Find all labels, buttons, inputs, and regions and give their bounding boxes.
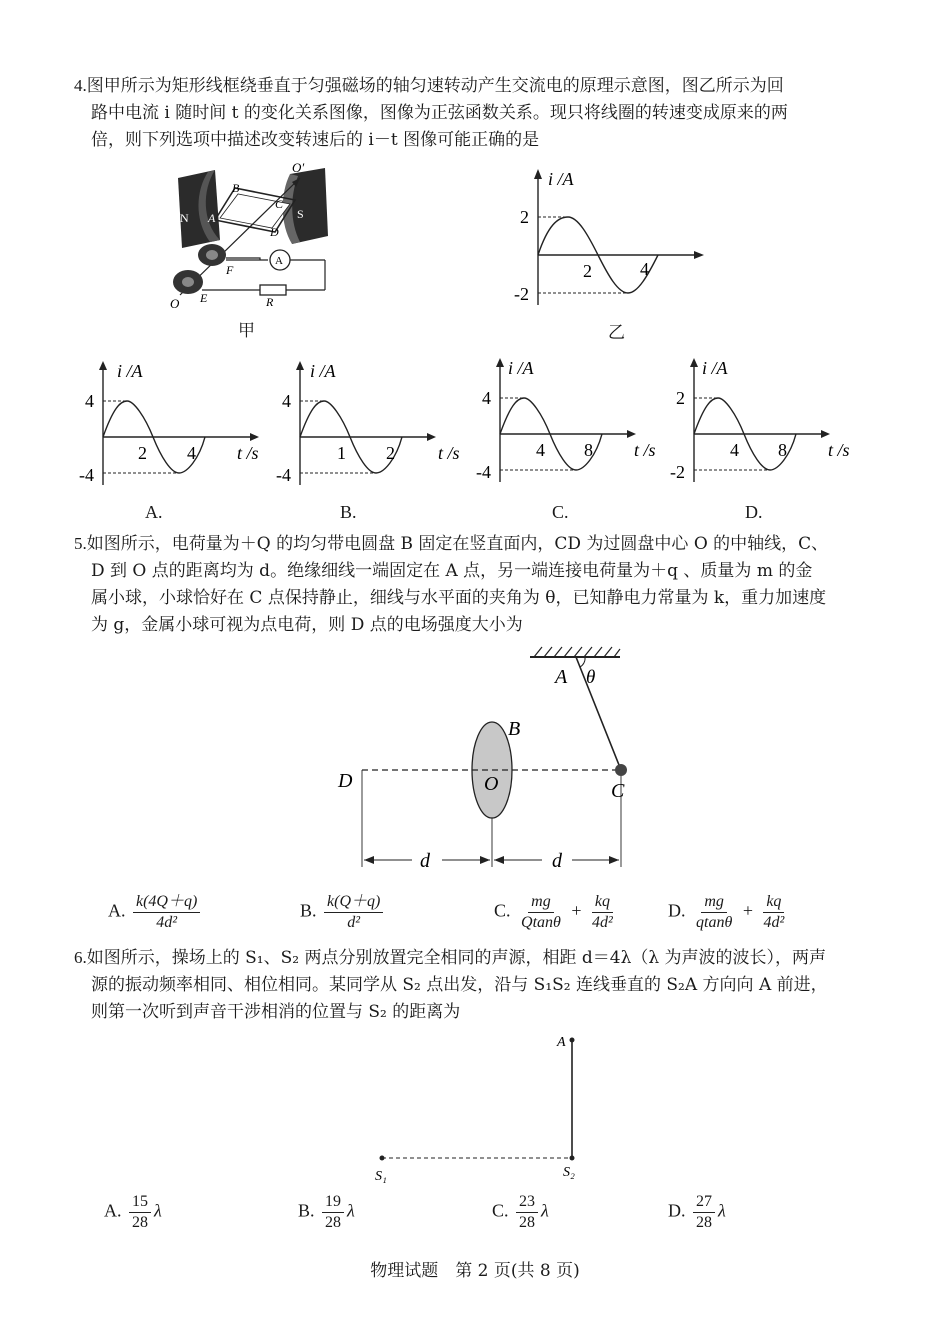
q4-option-d-graph xyxy=(666,352,866,487)
q6-figure xyxy=(370,1030,590,1185)
svg-text:D: D xyxy=(270,225,279,239)
q6-line-2: 源的振动频率相同、相位相同。某同学从 S₂ 点出发，沿与 S₁S₂ 连线垂直的 S₂A 方向向 A 前进， xyxy=(91,975,828,995)
q4-line-1: 4.图甲所示为矩形线框绕垂直于匀强磁场的轴匀速转动产生交流电的原理示意图，图乙所示为回 xyxy=(74,76,784,96)
svg-text:d: d xyxy=(420,850,430,872)
q5-option-b[interactable]: B. $\frac{k(Q+q)}{\text{d²}}$ xyxy=(300,892,386,933)
q4-option-b-graph xyxy=(272,355,472,490)
q6-line-1: 6.如图所示，操场上的 S₁、S₂ 两点分别放置完全相同的声源，相距 d＝4λ（λ 为声波的波长），两声 xyxy=(74,948,827,968)
svg-text:8: 8 xyxy=(584,440,593,460)
svg-text:-4: -4 xyxy=(79,465,94,485)
svg-text:-4: -4 xyxy=(476,462,491,482)
svg-text:S: S xyxy=(297,207,304,221)
svg-text:A: A xyxy=(275,255,283,267)
q5-figure xyxy=(330,645,640,875)
svg-text:i /A: i /A xyxy=(702,358,728,378)
svg-text:4: 4 xyxy=(85,391,94,411)
svg-text:B: B xyxy=(232,181,240,195)
q5-option-a-fraction: $\frac{k(4Q+q)}{\text{4d²}}$ xyxy=(133,892,200,933)
q5-option-c[interactable]: C. $\frac{mg}{Qtan\theta}$ + $\frac{kq}{\text{4d²}}$ xyxy=(494,893,613,931)
svg-text:8: 8 xyxy=(778,440,787,460)
svg-text:C: C xyxy=(611,780,625,802)
svg-text:1: 1 xyxy=(337,443,346,463)
svg-text:B: B xyxy=(508,718,521,740)
q4-option-a-graph xyxy=(75,355,265,490)
q6-line-3: 则第一次听到声音干涉相消的位置与 S₂ 的距离为 xyxy=(91,1002,461,1022)
svg-text:i /A: i /A xyxy=(117,361,143,381)
q6-option-d[interactable]: D. $\frac{27}{28}$ λ xyxy=(668,1193,726,1231)
svg-text:A: A xyxy=(208,211,216,225)
q6-option-a[interactable]: A. $\frac{15}{28}$ λ xyxy=(104,1193,162,1231)
svg-text:O′: O′ xyxy=(292,160,305,175)
svg-text:-2: -2 xyxy=(514,284,529,304)
q4-option-a[interactable]: A. xyxy=(145,502,163,522)
q4-option-d[interactable]: D. xyxy=(745,502,763,522)
svg-text:t /s: t /s xyxy=(237,443,259,463)
svg-text:S₂: S₂ xyxy=(563,1165,575,1180)
svg-text:2: 2 xyxy=(138,443,147,463)
svg-text:S₁: S₁ xyxy=(375,1169,387,1184)
svg-text:-4: -4 xyxy=(276,465,291,485)
q5-line-4: 为 g，金属小球可视为点电荷，则 D 点的电场强度大小为 xyxy=(91,615,523,635)
svg-text:D: D xyxy=(338,770,353,792)
svg-text:4: 4 xyxy=(640,259,649,279)
string xyxy=(576,657,621,770)
q6-stem xyxy=(74,944,894,1026)
q5-option-a[interactable]: A. $\frac{k(4Q+q)}{\text{4d²}}$ xyxy=(108,892,203,933)
svg-text:R: R xyxy=(266,295,274,309)
q4-generator-figure xyxy=(160,160,360,320)
svg-text:t /s: t /s xyxy=(438,443,460,463)
q6-option-b[interactable]: B. $\frac{19}{28}$ λ xyxy=(298,1193,355,1231)
svg-text:t /s: t /s xyxy=(634,440,656,460)
svg-text:2: 2 xyxy=(583,261,592,281)
metal-ball xyxy=(615,764,627,776)
page-footer: 物理试题 第 2 页(共 8 页) xyxy=(370,1261,580,1281)
svg-text:θ: θ xyxy=(586,667,596,688)
svg-text:N: N xyxy=(180,211,189,225)
q5-line-1: 5.如图所示，电荷量为＋Q 的均匀带电圆盘 B 固定在竖直面内，CD 为过圆盘中心 O 的中轴线，C、 xyxy=(74,534,829,554)
fig-jia-caption: 甲 xyxy=(238,321,255,341)
svg-text:4: 4 xyxy=(282,391,291,411)
svg-text:C: C xyxy=(275,197,284,211)
svg-text:4: 4 xyxy=(187,443,196,463)
q4-graph-yi xyxy=(500,165,710,315)
q4-option-b[interactable]: B. xyxy=(340,502,357,522)
svg-text:O: O xyxy=(170,296,180,311)
svg-text:i /A: i /A xyxy=(508,358,534,378)
resistor xyxy=(260,285,286,295)
svg-text:d: d xyxy=(552,850,562,872)
q6-option-c[interactable]: C. $\frac{23}{28}$ λ xyxy=(492,1193,549,1231)
q5-line-2: D 到 O 点的距离均为 d。绝缘细线一端固定在 A 点，另一端连接电荷量为＋q 、质量为 m 的金 xyxy=(91,561,813,581)
svg-text:2: 2 xyxy=(520,207,529,227)
svg-text:F: F xyxy=(226,263,234,277)
svg-text:i /A: i /A xyxy=(310,361,336,381)
svg-text:A: A xyxy=(555,666,568,688)
svg-text:2: 2 xyxy=(676,388,685,408)
svg-text:2: 2 xyxy=(386,443,395,463)
q5-option-b-fraction: $\frac{k(Q+q)}{\text{d²}}$ xyxy=(324,892,383,933)
q4-line-3: 倍，则下列选项中描述改变转速后的 i－t 图像可能正确的是 xyxy=(91,130,540,150)
q4-option-c-graph xyxy=(472,352,672,487)
q4-option-c[interactable]: C. xyxy=(552,502,569,522)
svg-text:4: 4 xyxy=(482,388,491,408)
fig-yi-caption: 乙 xyxy=(608,323,625,343)
q4-stem xyxy=(74,72,894,154)
q5-line-3: 属小球，小球恰好在 C 点保持静止，细线与水平面的夹角为 θ，已知静电力常量为 k，重力加速度 xyxy=(91,588,827,608)
q4-line-2: 路中电流 i 随时间 t 的变化关系图像，图像为正弦函数关系。现只将线圈的转速变成原来的两 xyxy=(91,103,788,123)
svg-text:4: 4 xyxy=(536,440,545,460)
svg-text:4: 4 xyxy=(730,440,739,460)
q5-stem xyxy=(74,530,894,639)
svg-text:O: O xyxy=(484,773,499,795)
svg-text:t /s: t /s xyxy=(828,440,850,460)
q5-option-d[interactable]: D. $\frac{mg}{qtan\theta}$ + $\frac{kq}{\text{4d²}}$ xyxy=(668,893,785,931)
svg-text:-2: -2 xyxy=(670,462,685,482)
svg-text:E: E xyxy=(200,291,208,305)
svg-text:i /A: i /A xyxy=(548,169,574,189)
svg-text:A: A xyxy=(557,1035,566,1050)
